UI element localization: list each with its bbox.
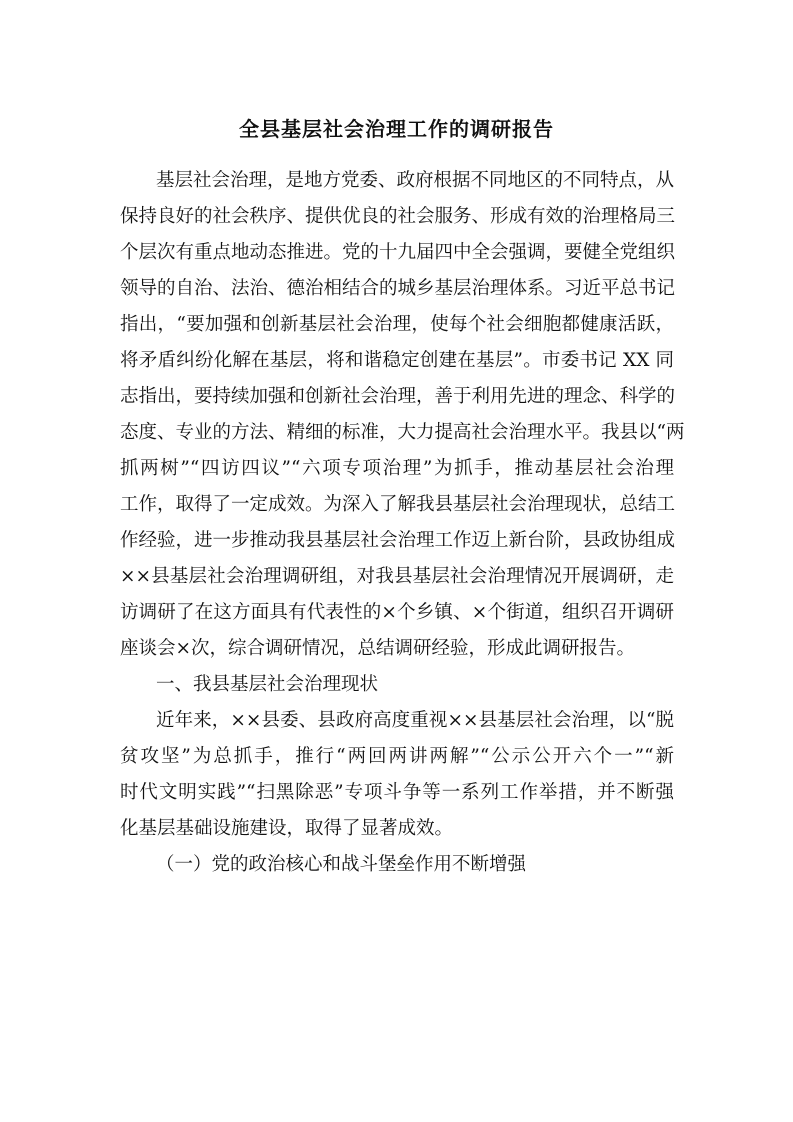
- text-line: 个层次有重点地动态推进。党的十九届四中全会强调，要健全党组织: [120, 242, 676, 263]
- text-line: 访调研了在这方面具有代表性的×个乡镇、×个街道，组织召开调研: [120, 602, 674, 623]
- text-line: 时代文明实践”“扫黑除恶”专项斗争等一系列工作举措，并不断强: [120, 782, 674, 803]
- text-line: 态度、专业的方法、精细的标准，大力提高社会治理水平。我县以“两: [120, 422, 685, 443]
- text-line: 近年来，××县委、县政府高度重视××县基层社会治理，以“脱: [156, 710, 674, 731]
- text-line: 抓两树”“四访四议”“六项专项治理”为抓手，推动基层社会治理: [120, 458, 674, 479]
- text-line: 座谈会×次，综合调研情况，总结调研经验，形成此调研报告。: [120, 638, 636, 659]
- text-line: ××县基层社会治理调研组，对我县基层社会治理情况开展调研，走: [120, 566, 674, 587]
- text-line: 将矛盾纠纷化解在基层，将和谐稳定创建在基层”。市委书记 XX 同: [120, 350, 674, 371]
- document-title: 全县基层社会治理工作的调研报告: [239, 117, 554, 141]
- subsection-heading: （一）党的政治核心和战斗堡垒作用不断增强: [156, 854, 527, 875]
- text-line: 志指出，要持续加强和创新社会治理，善于利用先进的理念、科学的: [120, 386, 676, 407]
- text-line: 工作，取得了一定成效。为深入了解我县基层社会治理现状，总结工: [120, 494, 676, 515]
- text-line: 领导的自治、法治、德治相结合的城乡基层治理体系。习近平总书记: [120, 278, 676, 299]
- section-heading: 一、我县基层社会治理现状: [156, 674, 379, 695]
- text-line: 作经验，进一步推动我县基层社会治理工作迈上新台阶，县政协组成: [120, 530, 676, 551]
- text-line: 化基层基础设施建设，取得了显著成效。: [120, 818, 454, 839]
- text-line: 贫攻坚”为总抓手，推行“两回两讲两解”“公示公开六个一”“新: [120, 746, 674, 767]
- text-line: 保持良好的社会秩序、提供优良的社会服务、形成有效的治理格局三: [120, 206, 676, 227]
- text-line: 基层社会治理，是地方党委、政府根据不同地区的不同特点，从: [156, 170, 675, 191]
- text-line: 指出，“要加强和创新基层社会治理，使每个社会细胞都健康活跃，: [120, 314, 674, 335]
